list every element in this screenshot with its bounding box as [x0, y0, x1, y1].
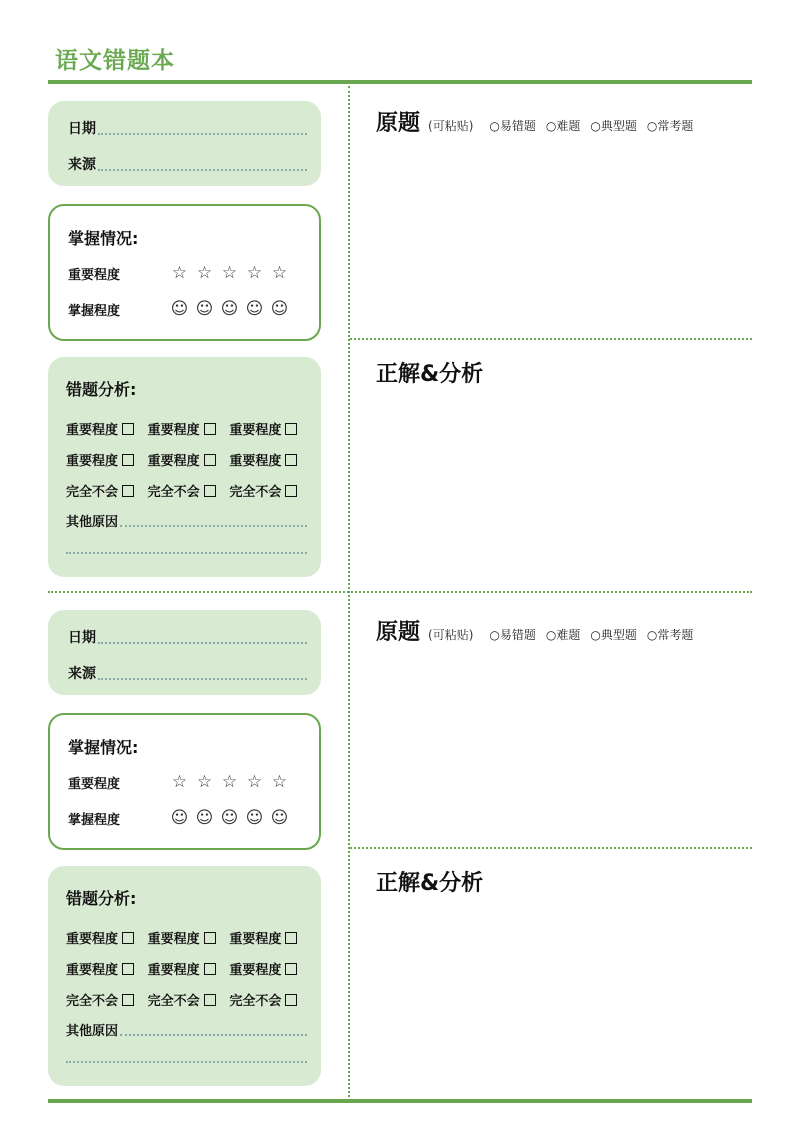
star-icon[interactable]: ☆: [246, 772, 263, 792]
source-label: 来源: [68, 666, 96, 682]
smiley-icon[interactable]: ☺: [170, 808, 189, 828]
question-header: [376, 615, 693, 646]
checkbox: [204, 932, 216, 944]
tag-option[interactable]: ○ 难题: [546, 626, 581, 643]
checkbox: [122, 932, 134, 944]
analysis-option[interactable]: 重要程度: [229, 928, 311, 947]
smiley-icon[interactable]: ☺: [170, 299, 189, 319]
source-field[interactable]: [68, 154, 307, 174]
tag-option[interactable]: ○ 典型题: [590, 626, 637, 643]
analysis-card: [48, 866, 321, 1086]
bottom-rule: [48, 1099, 752, 1103]
answer-title: 正解&分析: [376, 871, 484, 896]
star-icon[interactable]: ☆: [196, 772, 213, 792]
source-fill-line[interactable]: [98, 678, 307, 680]
checkbox: [122, 423, 134, 435]
analysis-title: 错题分析:: [66, 889, 137, 908]
mastery-title: 掌握情况:: [68, 229, 139, 248]
source-label: 来源: [68, 157, 96, 173]
other-reason-fill-line[interactable]: [120, 1034, 307, 1036]
importance-label: 重要程度: [68, 777, 121, 792]
info-card: [48, 610, 321, 695]
checkbox: [285, 485, 297, 497]
analysis-option[interactable]: 完全不会: [66, 990, 148, 1009]
tag-option[interactable]: ○ 典型题: [590, 117, 637, 134]
info-card: [48, 101, 321, 186]
analysis-option[interactable]: 重要程度: [148, 959, 230, 978]
mastery-card: [48, 204, 321, 341]
checkbox: [204, 423, 216, 435]
analysis-option[interactable]: 重要程度: [148, 419, 230, 438]
date-fill-line[interactable]: [98, 642, 307, 644]
other-reason-field[interactable]: [66, 1020, 307, 1039]
analysis-options: [66, 413, 311, 506]
tag-option[interactable]: ○ 易错题: [489, 626, 536, 643]
checkbox: [285, 932, 297, 944]
checkbox: [122, 485, 134, 497]
checkbox: [285, 454, 297, 466]
checkbox: [204, 994, 216, 1006]
smiley-icon[interactable]: ☺: [220, 808, 239, 828]
analysis-option[interactable]: 重要程度: [66, 928, 148, 947]
star-icon[interactable]: ☆: [221, 263, 238, 283]
date-label: 日期: [68, 630, 96, 646]
date-fill-line[interactable]: [98, 133, 307, 135]
smiley-icon[interactable]: ☺: [270, 299, 289, 319]
page-title: 语文错题本: [55, 48, 175, 74]
analysis-option[interactable]: 重要程度: [229, 419, 311, 438]
paste-note: (可粘贴): [428, 119, 474, 133]
answer-title: 正解&分析: [376, 362, 484, 387]
smiley-icon[interactable]: ☺: [245, 808, 264, 828]
date-field[interactable]: [68, 118, 307, 138]
checkbox: [204, 963, 216, 975]
analysis-option[interactable]: 重要程度: [66, 959, 148, 978]
tag-option[interactable]: ○ 常考题: [647, 626, 694, 643]
checkbox: [204, 454, 216, 466]
analysis-option[interactable]: 完全不会: [229, 990, 311, 1009]
source-fill-line[interactable]: [98, 169, 307, 171]
analysis-title: 错题分析:: [66, 380, 137, 399]
date-field[interactable]: [68, 627, 307, 647]
smiley-icon[interactable]: ☺: [195, 299, 214, 319]
star-icon[interactable]: ☆: [196, 263, 213, 283]
question-header: [376, 106, 693, 137]
mastery-title: 掌握情况:: [68, 738, 139, 757]
analysis-option[interactable]: 完全不会: [229, 481, 311, 500]
checkbox: [204, 485, 216, 497]
checkbox: [122, 994, 134, 1006]
paste-note: (可粘贴): [428, 628, 474, 642]
error-entry-section: [0, 509, 800, 1039]
analysis-option[interactable]: 重要程度: [229, 450, 311, 469]
tag-option[interactable]: ○ 难题: [546, 117, 581, 134]
mastery-label: 掌握程度: [68, 304, 121, 319]
analysis-option[interactable]: 重要程度: [66, 450, 148, 469]
mastery-rating: [68, 809, 289, 828]
smiley-icon[interactable]: ☺: [195, 808, 214, 828]
tag-option[interactable]: ○ 易错题: [489, 117, 536, 134]
star-icon[interactable]: ☆: [271, 263, 288, 283]
smiley-icon[interactable]: ☺: [245, 299, 264, 319]
source-field[interactable]: [68, 663, 307, 683]
importance-rating: [68, 773, 289, 792]
analysis-options: [66, 922, 311, 1015]
question-title: 原题: [376, 620, 421, 645]
error-entry-section: [0, 0, 800, 530]
star-icon[interactable]: ☆: [271, 772, 288, 792]
other-reason-label: 其他原因: [66, 515, 119, 530]
checkbox: [285, 423, 297, 435]
analysis-option[interactable]: 重要程度: [66, 419, 148, 438]
date-label: 日期: [68, 121, 96, 137]
analysis-option[interactable]: 重要程度: [148, 450, 230, 469]
extra-fill-line[interactable]: [66, 1061, 307, 1063]
checkbox: [122, 963, 134, 975]
mastery-label: 掌握程度: [68, 813, 121, 828]
analysis-option[interactable]: 完全不会: [148, 481, 230, 500]
star-icon[interactable]: ☆: [246, 263, 263, 283]
star-icon[interactable]: ☆: [171, 263, 188, 283]
analysis-option[interactable]: 重要程度: [148, 928, 230, 947]
mastery-rating: [68, 300, 289, 319]
importance-rating: [68, 264, 289, 283]
checkbox: [285, 994, 297, 1006]
mastery-card: [48, 713, 321, 850]
smiley-icon[interactable]: ☺: [270, 808, 289, 828]
star-icon[interactable]: ☆: [171, 772, 188, 792]
analysis-option[interactable]: 完全不会: [66, 481, 148, 500]
smiley-icon[interactable]: ☺: [220, 299, 239, 319]
star-icon[interactable]: ☆: [221, 772, 238, 792]
importance-label: 重要程度: [68, 268, 121, 283]
question-title: 原题: [376, 111, 421, 136]
checkbox: [285, 963, 297, 975]
analysis-option[interactable]: 重要程度: [229, 959, 311, 978]
other-reason-label: 其他原因: [66, 1024, 119, 1039]
checkbox: [122, 454, 134, 466]
tag-option[interactable]: ○ 常考题: [647, 117, 694, 134]
analysis-option[interactable]: 完全不会: [148, 990, 230, 1009]
